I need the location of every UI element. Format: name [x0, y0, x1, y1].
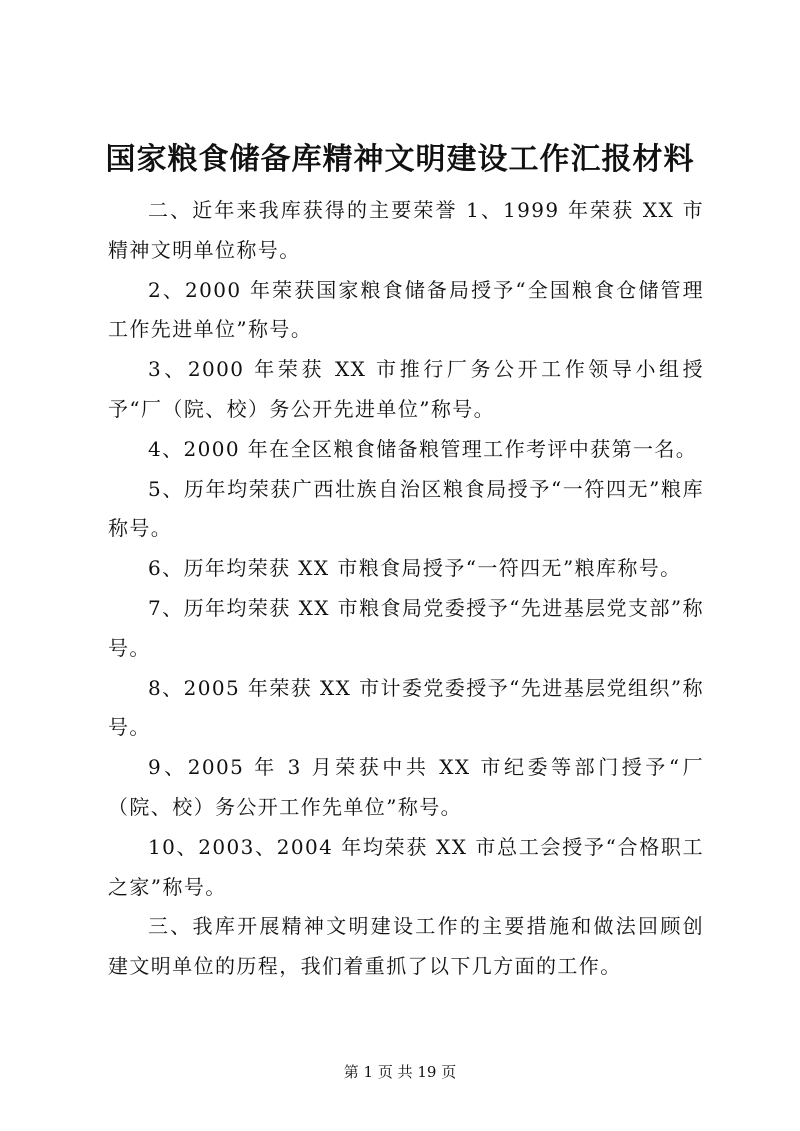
paragraph: 6、历年均荣获 XX 市粮食局授予“一符四无”粮库称号。: [148, 556, 682, 581]
paragraph: 8、2005 年荣获 XX 市计委党委授予“先进基层党组织”称号。: [108, 675, 704, 740]
paragraph: 5、历年均荣获广西壮族自治区粮食局授予“一符四无”粮库称号。: [108, 476, 704, 541]
paragraph: 二、近年来我库获得的主要荣誉 1、1999 年荣获 XX 市精神文明单位称号。: [108, 198, 704, 262]
page-number-footer: 第 1 页 共 19 页: [343, 1063, 457, 1081]
paragraph: 10、2003、2004 年均荣获 XX 市总工会授予“合格职工之家”称号。: [108, 834, 704, 899]
paragraph: 三、我库开展精神文明建设工作的主要措施和做法回顾创建文明单位的历程，我们着重抓了以下几方面的工作。: [108, 914, 704, 979]
paragraph: 7、历年均荣获 XX 市粮食局党委授予“先进基层党支部”称号。: [108, 595, 704, 660]
paragraph: 4、2000 年在全区粮食储备粮管理工作考评中获第一名。: [148, 436, 698, 461]
paragraph: 3、2000 年荣获 XX 市推行厂务公开工作领导小组授予“厂（院、校）务公开先进单位”称号。: [108, 357, 704, 421]
document-title: 国家粮食储备库精神文明建设工作汇报材料: [105, 142, 695, 177]
document-body: [108, 191, 704, 987]
paragraph: 9、2005 年 3 月荣获中共 XX 市纪委等部门授予“厂（院、校）务公开工作先单位”称号。: [108, 755, 704, 819]
paragraph: 2、2000 年荣获国家粮食储备局授予“全国粮食仓储管理工作先进单位”称号。: [108, 277, 704, 342]
